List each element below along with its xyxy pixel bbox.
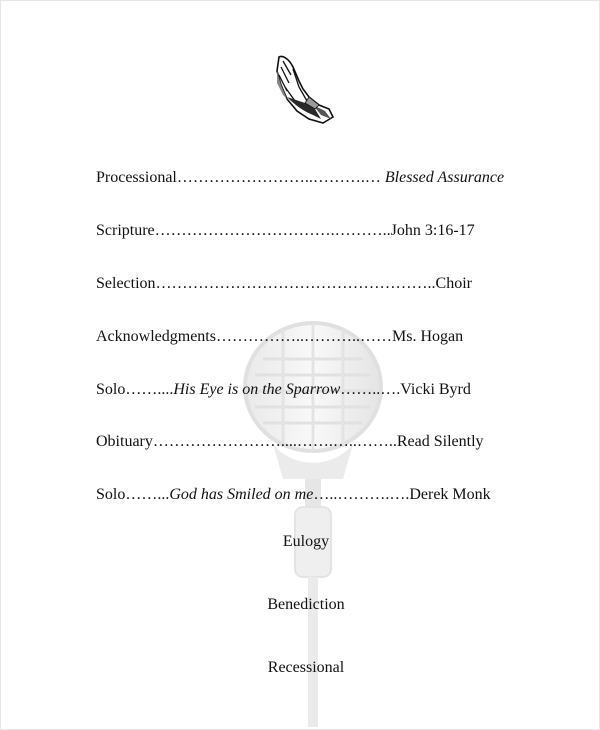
- praying-hands-icon: [269, 53, 337, 125]
- program-item-processional: [96, 168, 516, 188]
- item-detail: .Derek Monk: [405, 486, 491, 503]
- program-item-scripture: [96, 221, 516, 241]
- dot-leader: ……………………………………………: [155, 275, 428, 292]
- item-detail: Vicki Byrd: [400, 381, 471, 398]
- dot-leader: ……………………..……….…: [176, 169, 385, 186]
- dot-leader: …..……….…: [313, 486, 406, 503]
- item-title: Acknowledgments: [96, 328, 216, 345]
- closing-recessional: Recessional: [267, 659, 345, 676]
- song-title: Blessed Assurance: [384, 169, 505, 186]
- dot-leader: ……..….: [340, 381, 401, 398]
- item-detail: ..Read Silently: [388, 433, 484, 450]
- program-item-solo-2: [96, 485, 516, 505]
- closing-eulogy: Eulogy: [282, 533, 330, 550]
- item-title: Selection: [96, 275, 156, 292]
- dot-leader: ……………..………..……: [215, 328, 392, 345]
- program-item-acknowledgments: [96, 327, 516, 347]
- program-item-solo-1: [96, 380, 516, 400]
- program-item-obituary: [96, 432, 516, 452]
- song-title: God has Smiled on me: [169, 486, 314, 503]
- item-title: Solo: [96, 486, 126, 503]
- item-title: Processional: [96, 169, 177, 186]
- item-title: Obituary: [96, 433, 153, 450]
- item-title: Scripture: [96, 222, 155, 239]
- item-detail: .John 3:16-17: [386, 222, 475, 239]
- dot-leader: ……………………....…….…..……: [152, 433, 389, 450]
- dot-leader: ……...: [125, 486, 170, 503]
- closing-benediction: Benediction: [267, 596, 345, 613]
- dot-leader: ……....: [125, 381, 174, 398]
- program-item-selection: [96, 274, 516, 294]
- item-detail: Ms. Hogan: [391, 328, 464, 345]
- dot-leader: …………………………….……….: [154, 222, 387, 239]
- item-detail: ..Choir: [427, 275, 472, 292]
- item-title: Solo: [96, 381, 126, 398]
- song-title: His Eye is on the Sparrow: [173, 381, 341, 398]
